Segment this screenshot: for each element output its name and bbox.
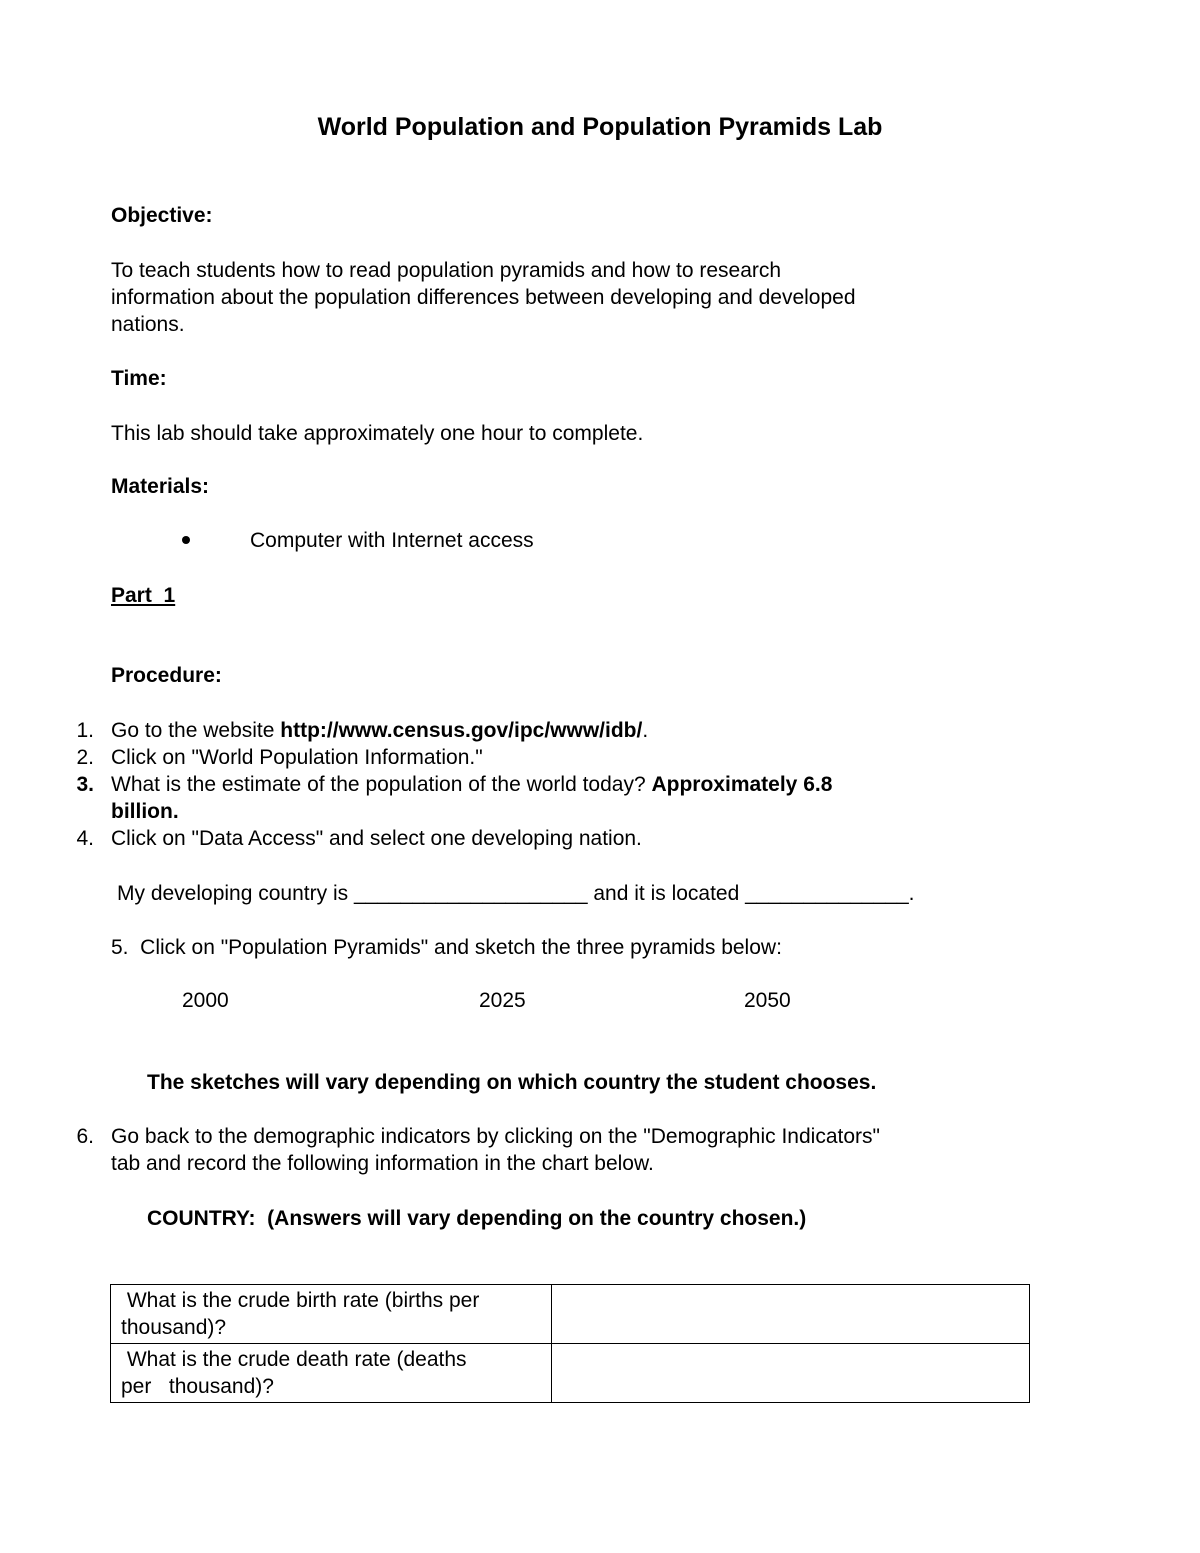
bullet-icon bbox=[182, 536, 190, 544]
step-1-period: . bbox=[642, 719, 649, 742]
part-heading: Part 1 bbox=[111, 584, 176, 607]
year-2025: 2025 bbox=[479, 989, 526, 1012]
objective-line-1: To teach students how to read population pyramids and how to research bbox=[111, 259, 782, 282]
step-3-answer: Approximately 6.8 bbox=[651, 773, 833, 796]
sketch-note: The sketches will vary depending on which country the student chooses. bbox=[147, 1071, 877, 1094]
procedure-heading: Procedure: bbox=[111, 664, 222, 687]
step-number: 6. bbox=[76, 1125, 94, 1148]
materials-item: Computer with Internet access bbox=[250, 529, 534, 552]
table-answer-cell[interactable] bbox=[552, 1344, 1030, 1403]
table-answer-cell[interactable] bbox=[552, 1285, 1030, 1344]
table-row bbox=[111, 1285, 1030, 1344]
step-number: 1. bbox=[76, 719, 94, 742]
step-number: 3. bbox=[76, 773, 94, 796]
table-question-cell bbox=[111, 1285, 552, 1344]
step-3-answer-cont: billion. bbox=[111, 800, 179, 823]
objective-line-3: nations. bbox=[111, 313, 185, 336]
step-3 bbox=[111, 771, 832, 798]
step-6-line-1: Go back to the demographic indicators by clicking on the "Demographic Indicators" bbox=[111, 1125, 880, 1148]
time-text: This lab should take approximately one hour to complete. bbox=[111, 422, 644, 445]
objective-heading: Objective: bbox=[111, 204, 213, 227]
question-line: thousand)? bbox=[121, 1316, 227, 1339]
step-1-text: Go to the website bbox=[111, 719, 281, 742]
step-4: Click on "Data Access" and select one developing nation. bbox=[111, 827, 642, 850]
materials-heading: Materials: bbox=[111, 475, 210, 498]
census-link[interactable]: http://www.census.gov/ipc/www/idb/ bbox=[280, 719, 643, 742]
country-line: My developing country is ____________________ and it is located ______________. bbox=[117, 882, 915, 905]
step-6-line-2: tab and record the following information in the chart below. bbox=[111, 1152, 654, 1175]
objective-line-2: information about the population differences between developing and developed bbox=[111, 286, 856, 309]
step-number: 2. bbox=[76, 746, 94, 769]
step-1 bbox=[111, 717, 648, 744]
indicator-table bbox=[110, 1284, 1030, 1403]
step-number: 4. bbox=[76, 827, 94, 850]
country-heading: COUNTRY: (Answers will vary depending on the country chosen.) bbox=[147, 1207, 807, 1230]
page-title: World Population and Population Pyramids Lab bbox=[317, 113, 883, 141]
table-row bbox=[111, 1344, 1030, 1403]
step-2: Click on "World Population Information." bbox=[111, 746, 483, 769]
year-2050: 2050 bbox=[744, 989, 791, 1012]
question-line: per thousand)? bbox=[121, 1375, 274, 1398]
step-3-text: What is the estimate of the population of the world today? bbox=[111, 773, 652, 796]
question-line: What is the crude death rate (deaths bbox=[121, 1348, 467, 1371]
question-line: What is the crude birth rate (births per bbox=[121, 1289, 480, 1312]
year-2000: 2000 bbox=[182, 989, 229, 1012]
step-5: 5. Click on "Population Pyramids" and sketch the three pyramids below: bbox=[111, 936, 782, 959]
table-question-cell bbox=[111, 1344, 552, 1403]
time-heading: Time: bbox=[111, 367, 167, 390]
